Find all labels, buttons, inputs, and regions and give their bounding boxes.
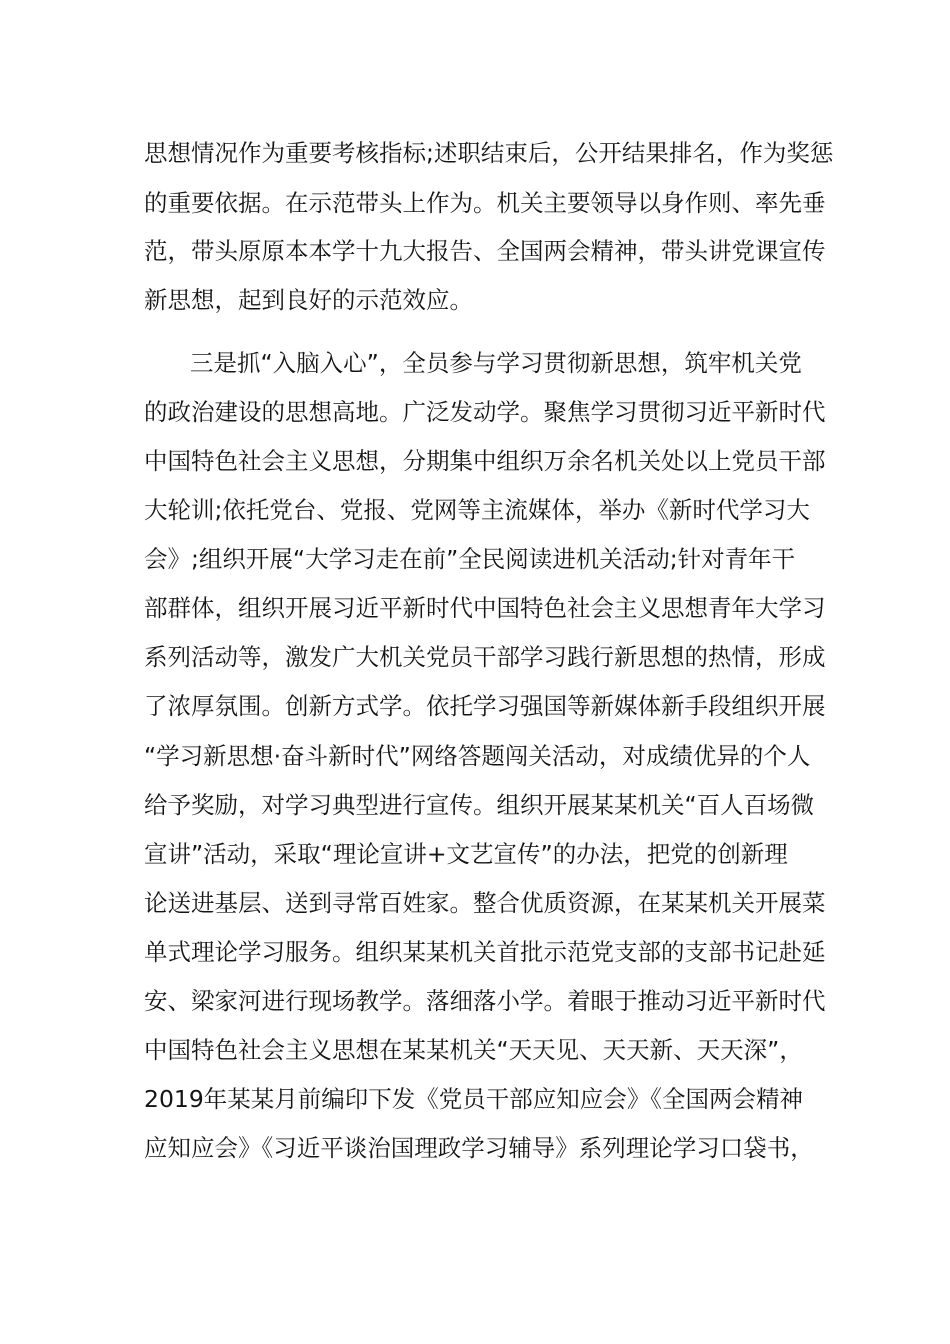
- paragraph-2-line-12: 论送进基层、送到寻常百姓家。整合优质资源，在某某机关开展菜: [144, 889, 826, 917]
- paragraph-2-line-1: 三是抓“入脑入心”，全员参与学习贯彻新思想，筑牢机关党: [190, 349, 802, 377]
- paragraph-2-line-4: 大轮训;依托党台、党报、党网等主流媒体，举办《新时代学习大: [144, 496, 810, 524]
- paragraph-2-line-13: 单式理论学习服务。组织某某机关首批示范党支部的支部书记赴延: [144, 938, 826, 966]
- paragraph-2-line-7: 系列活动等，激发广大机关党员干部学习践行新思想的热情，形成: [144, 643, 826, 671]
- paragraph-2-line-17: 应知应会》《习近平谈治国理政学习辅导》系列理论学习口袋书，: [144, 1134, 814, 1162]
- paragraph-2-line-16: 2019年某某月前编印下发《党员干部应知应会》《全国两会精神: [144, 1085, 804, 1113]
- paragraph-2-line-14: 安、梁家河进行现场教学。落细落小学。着眼于推动习近平新时代: [144, 987, 826, 1015]
- paragraph-2-line-10: 给予奖励，对学习典型进行宣传。组织开展某某机关“百人百场微: [144, 791, 815, 819]
- paragraph-1-line-2: 的重要依据。在示范带头上作为。机关主要领导以身作则、率先垂: [144, 189, 826, 217]
- paragraph-2-line-3: 中国特色社会主义思想，分期集中组织万余名机关处以上党员干部: [144, 447, 826, 475]
- paragraph-2-line-6: 部群体，组织开展习近平新时代中国特色社会主义思想青年大学习: [144, 594, 826, 622]
- paragraph-2-line-9: “学习新思想·奋斗新时代”网络答题闯关活动，对成绩优异的个人: [144, 742, 811, 770]
- paragraph-2-line-2: 的政治建设的思想高地。广泛发动学。聚焦学习贯彻习近平新时代: [144, 398, 826, 426]
- paragraph-2-line-5: 会》;组织开展“大学习走在前”全民阅读进机关活动;针对青年干: [144, 545, 796, 573]
- paragraph-1-line-1: 思想情况作为重要考核指标;述职结束后，公开结果排名，作为奖惩: [144, 139, 834, 167]
- paragraph-2-line-15: 中国特色社会主义思想在某某机关“天天见、天天新、天天深”，: [144, 1036, 803, 1064]
- paragraph-1-line-3: 范，带头原原本本学十九大报告、全国两会精神，带头讲党课宣传: [144, 237, 826, 265]
- paragraph-1-line-4: 新思想，起到良好的示范效应。: [144, 286, 473, 314]
- paragraph-2-line-8: 了浓厚氛围。创新方式学。依托学习强国等新媒体新手段组织开展: [144, 692, 826, 720]
- paragraph-2-line-11: 宣讲”活动，采取“理论宣讲+文艺宣传”的办法，把党的创新理: [144, 840, 788, 868]
